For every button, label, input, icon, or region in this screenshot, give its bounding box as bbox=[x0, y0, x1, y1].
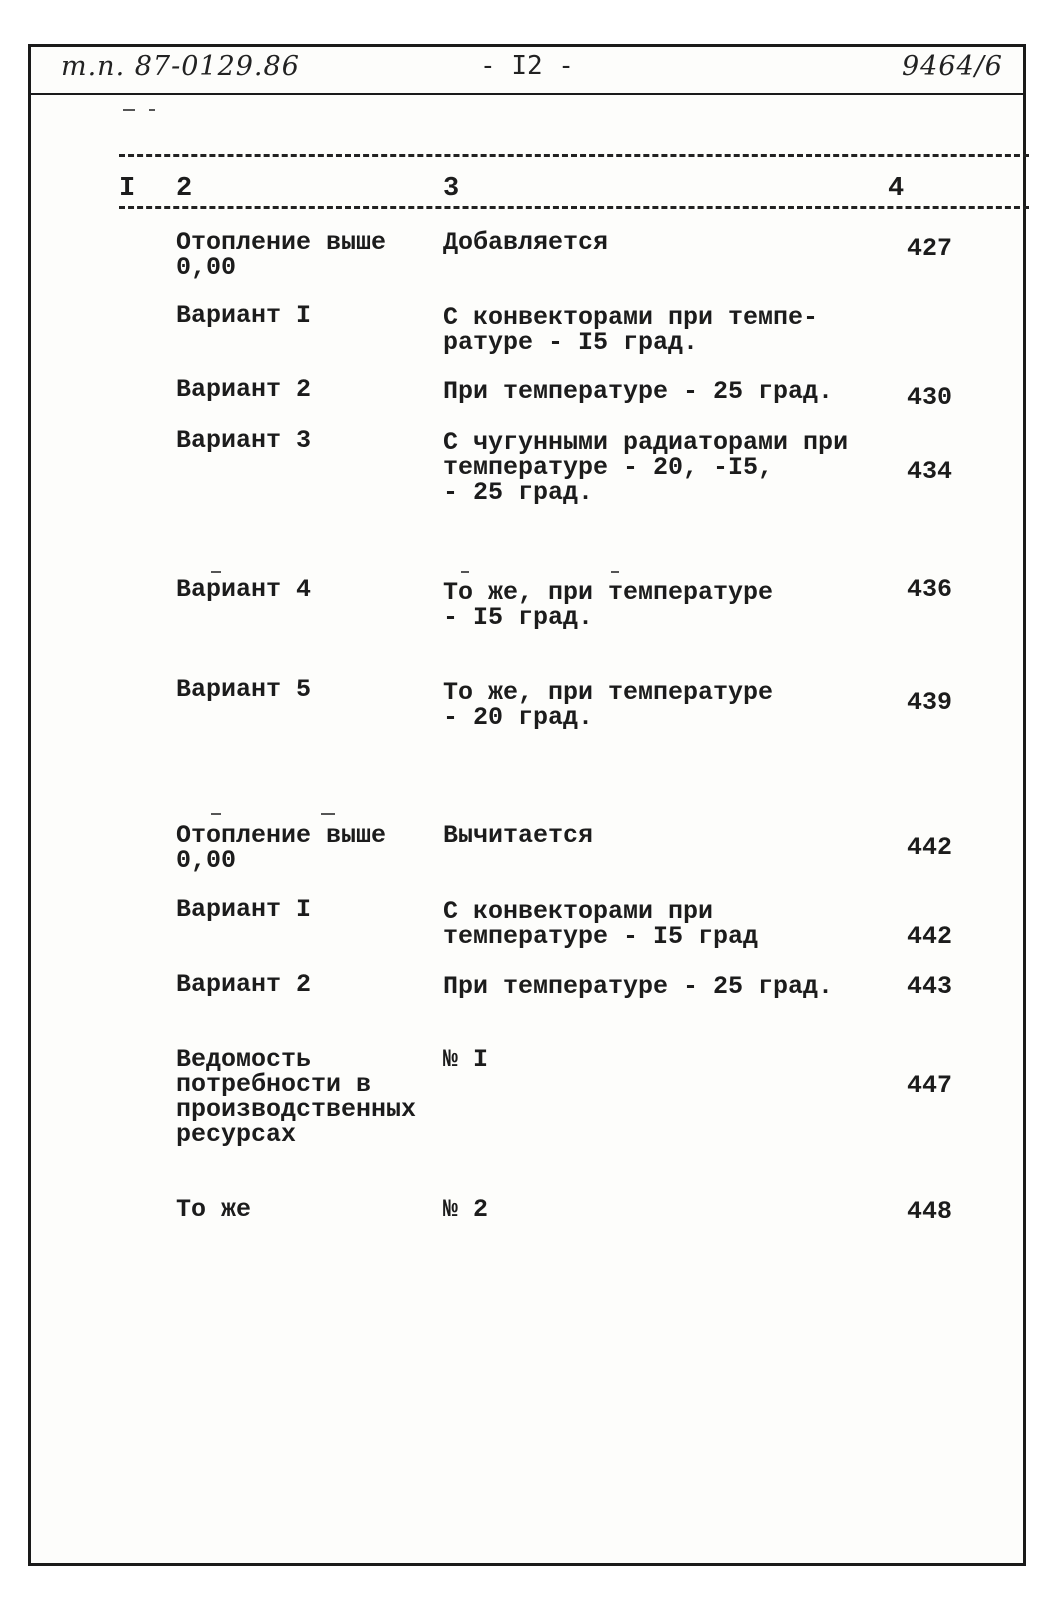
row-page bbox=[907, 835, 952, 860]
row-page bbox=[907, 690, 952, 715]
doc-code: т.п. 87-0129.86 bbox=[61, 51, 300, 82]
row-desc bbox=[443, 580, 773, 630]
row-desc bbox=[443, 430, 848, 505]
title-block bbox=[31, 47, 1023, 95]
page-number-text: 443 bbox=[907, 972, 953, 1001]
text-line: С чугунными радиаторами при bbox=[443, 428, 849, 457]
text-line: С конвекторами при темпе- bbox=[443, 303, 819, 332]
row-name bbox=[176, 230, 386, 280]
text-line: - 20 град. bbox=[443, 703, 594, 732]
row-name bbox=[176, 1047, 416, 1147]
text-line: № I bbox=[443, 1045, 489, 1074]
stray-mark bbox=[321, 813, 335, 815]
row-page bbox=[907, 924, 952, 949]
sheet-ref: 9464/6 bbox=[902, 51, 1003, 82]
table-top-rule bbox=[119, 154, 1029, 157]
row-page bbox=[907, 974, 952, 999]
text-line: ресурсах bbox=[176, 1120, 297, 1149]
text-line: Вариант 4 bbox=[176, 575, 312, 604]
page-number-text: 448 bbox=[907, 1197, 953, 1226]
row-page bbox=[907, 1073, 952, 1098]
column-number-4: 4 bbox=[888, 174, 905, 204]
stray-mark bbox=[211, 813, 221, 815]
text-line: производственных bbox=[176, 1095, 417, 1124]
page-number-text: 447 bbox=[907, 1071, 953, 1100]
stray-mark bbox=[611, 571, 619, 573]
text-line: Вычитается bbox=[443, 821, 594, 850]
row-name bbox=[176, 303, 311, 328]
row-page bbox=[907, 236, 952, 261]
text-line: - I5 град. bbox=[443, 603, 594, 632]
row-desc bbox=[443, 1047, 488, 1072]
page-number-text: 442 bbox=[907, 833, 953, 862]
text-line: Отопление выше bbox=[176, 821, 387, 850]
stray-mark bbox=[461, 571, 469, 573]
row-name bbox=[176, 677, 311, 702]
text-line: Вариант I bbox=[176, 301, 312, 330]
text-line: При температуре - 25 град. bbox=[443, 377, 834, 406]
row-name bbox=[176, 577, 311, 602]
row-desc bbox=[443, 230, 608, 255]
row-desc bbox=[443, 974, 833, 999]
row-desc bbox=[443, 305, 818, 355]
text-line: Вариант 3 bbox=[176, 426, 312, 455]
text-line: Вариант 2 bbox=[176, 375, 312, 404]
row-name bbox=[176, 1197, 251, 1222]
row-name bbox=[176, 972, 311, 997]
text-line: То же, при температуре bbox=[443, 578, 774, 607]
page-number-text: 436 bbox=[907, 575, 953, 604]
text-line: Отопление выше bbox=[176, 228, 387, 257]
row-desc bbox=[443, 823, 593, 848]
text-line: Вариант 2 bbox=[176, 970, 312, 999]
stray-mark bbox=[211, 571, 221, 573]
text-line: С конвекторами при bbox=[443, 897, 714, 926]
column-number-3: 3 bbox=[443, 174, 460, 204]
row-page bbox=[907, 577, 952, 602]
stray-mark bbox=[123, 109, 135, 111]
text-line: 0,00 bbox=[176, 253, 237, 282]
text-line: Ведомость bbox=[176, 1045, 312, 1074]
text-line: потребности в bbox=[176, 1070, 372, 1099]
page-number-text: 434 bbox=[907, 457, 953, 486]
row-name bbox=[176, 823, 386, 873]
text-line: 0,00 bbox=[176, 846, 237, 875]
text-line: температуре - I5 град bbox=[443, 922, 759, 951]
stray-mark bbox=[149, 109, 155, 111]
page-number-text: 442 bbox=[907, 922, 953, 951]
page-number-text: 430 bbox=[907, 383, 953, 412]
text-line: То же bbox=[176, 1195, 252, 1224]
column-header-rule bbox=[119, 206, 1029, 209]
page-number: - I2 - bbox=[480, 51, 574, 81]
row-page bbox=[907, 459, 952, 484]
document-sheet bbox=[28, 44, 1026, 1566]
text-line: При температуре - 25 град. bbox=[443, 972, 834, 1001]
text-line: То же, при температуре bbox=[443, 678, 774, 707]
page-number-text: 439 bbox=[907, 688, 953, 717]
row-page bbox=[907, 1199, 952, 1224]
row-desc bbox=[443, 379, 833, 404]
column-number-2: 2 bbox=[176, 174, 193, 204]
column-number-1: I bbox=[119, 174, 136, 204]
text-line: № 2 bbox=[443, 1195, 489, 1224]
page-number-text: 427 bbox=[907, 234, 953, 263]
text-line: Вариант I bbox=[176, 895, 312, 924]
text-line: Вариант 5 bbox=[176, 675, 312, 704]
text-line: Добавляется bbox=[443, 228, 609, 257]
text-line: температуре - 20, -I5, bbox=[443, 453, 774, 482]
text-line: - 25 град. bbox=[443, 478, 594, 507]
row-page bbox=[907, 385, 952, 410]
row-name bbox=[176, 428, 311, 453]
row-name-line bbox=[176, 230, 386, 280]
row-name bbox=[176, 897, 311, 922]
row-desc bbox=[443, 680, 773, 730]
row-name bbox=[176, 377, 311, 402]
text-line: ратуре - I5 град. bbox=[443, 328, 699, 357]
row-desc bbox=[443, 899, 758, 949]
row-desc bbox=[443, 1197, 488, 1222]
